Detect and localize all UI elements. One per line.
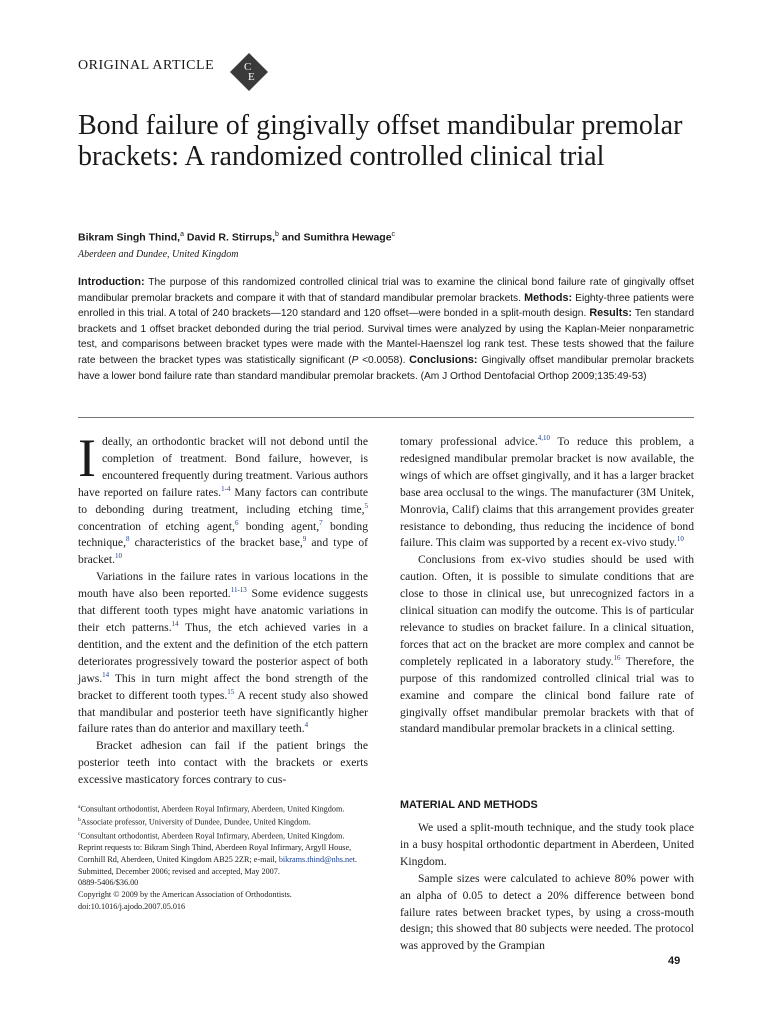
text-run: Some evidence suggests that different tooth types might have anatomic variations in their etch patterns.	[78, 587, 368, 634]
p-value: <0.0058).	[358, 354, 410, 366]
reference-link[interactable]: 9	[302, 535, 307, 544]
doi: doi:10.1016/j.ajodo.2007.05.016	[78, 901, 186, 911]
footnote-text: Consultant orthodontist, Aberdeen Royal Infirmary, Aberdeen, United Kingdom.	[80, 804, 345, 814]
paragraph: We used a split-mouth technique, and the study took place in a busy hospital orthodontic department in Aberdeen, United Kingdom.	[400, 821, 694, 868]
paragraph	[78, 569, 368, 738]
drop-cap: I	[78, 428, 96, 488]
reference-link[interactable]: 1-4	[221, 484, 231, 493]
abstract-divider	[78, 417, 694, 418]
ce-diamond-badge	[229, 52, 269, 92]
submission-dates: Submitted, December 2006; revised and accepted, May 2007.	[78, 866, 280, 876]
footnote-text: Consultant orthodontist, Aberdeen Royal Infirmary, Aberdeen, United Kingdom.	[80, 831, 345, 841]
text-run: characteristics of the bracket base,	[129, 536, 303, 550]
reprint-end: .	[355, 855, 358, 865]
reference-link[interactable]: 10	[676, 535, 684, 544]
text-run: A recent study also showed that mandibular and posterior teeth have significantly higher failure rates than do anterior and maxillary teeth.	[78, 688, 368, 736]
affiliation-line: Aberdeen and Dundee, United Kingdom	[78, 249, 239, 260]
author-name: and Sumithra Hewage	[278, 231, 392, 244]
text-run: Therefore, the purpose of this randomized controlled clinical trial was to examine and compare the clinical bond failure rate of gingivally offset mandibular premolar brackets with that of standard mandibular premolar brackets in a clinical setting.	[400, 654, 694, 736]
abstract-methods-text: Eighty-three patients were enrolled in this trial. A total of 240 brackets—120 standard and 120 offset—were bonded in a split-mouth design.	[78, 292, 694, 320]
article-type-label: ORIGINAL ARTICLE	[78, 58, 215, 73]
ce-letter-e: E	[248, 71, 255, 83]
reprint-text: Reprint requests to: Bikram Singh Thind, Aberdeen Royal Infirmary, Argyll House, Cornhill Rd, Aberdeen, United Kingdom AB25 2ZR; e-mail,	[78, 843, 352, 865]
footnote-text: Associate professor, University of Dundee, Dundee, United Kingdom.	[80, 818, 311, 828]
paragraph	[400, 552, 694, 738]
abstract-results-text: Ten standard brackets and 1 offset bracket debonded during the trial period. Survival times were analyzed by using the Kaplan-Meier nonparametric test, and comparisons between bracket types were made with the Mantel-Haenszel log rank test. These tests showed that the failure rate between the bracket types was statistically significant (	[78, 308, 694, 366]
text-run: This in turn might affect the bond strength of the bracket to different tooth types.	[78, 671, 368, 702]
footnote	[78, 815, 368, 828]
affiliation-mark: b	[275, 231, 279, 238]
footnote-mark: c	[78, 830, 81, 837]
reference-link[interactable]: 14	[102, 670, 110, 679]
ce-letter-c: C	[244, 61, 252, 73]
affiliation-mark: c	[391, 231, 396, 238]
reference-link[interactable]: 8	[125, 535, 130, 544]
footnote-mark: a	[78, 804, 81, 810]
reference-link[interactable]: 4	[304, 721, 309, 730]
reprint-request	[78, 842, 368, 865]
footnotes	[78, 802, 368, 913]
text-run: Conclusions from ex-vivo studies should be used with caution. Often, it is possible to simulate conditions that are close to those in clinical use, but unrecognized factors in a clinical situation can modify the outcome. This is of particular relevance to studies on bracket failure. In a clinical situation, forces that act on the bracket are more complex and cannot be completely replicated in a laboratory study.	[400, 553, 694, 668]
text-run: Thus, the etch achieved varies in a dentition, and the extent and the definition of the etch pattern deteriorates progressively toward the posterior aspect of both jaws.	[78, 620, 368, 685]
reference-link[interactable]: 7	[319, 518, 323, 527]
copyright: Copyright © 2009 by the American Association of Orthodontists.	[78, 890, 292, 900]
paragraph: Sample sizes were calculated to achieve 80% power with an alpha of 0.05 to detect a 20% difference between bond failure rates between bracket types, by using a cross-mouth design; this showed that 80 subjects were needed. The protocol was approved by the Grampian	[400, 871, 694, 953]
issn: 0889-5406/$36.00	[78, 878, 139, 888]
reference-link[interactable]: 11-13	[230, 586, 247, 595]
author-name: David R. Stirrups,	[184, 231, 276, 244]
reference-link[interactable]: 6	[234, 518, 239, 527]
text-run: Many factors can contribute to debonding during treatment, including etching time,	[78, 485, 368, 516]
footnote	[78, 829, 368, 842]
affiliation-mark: a	[180, 231, 184, 238]
abstract-intro-heading: Introduction:	[78, 276, 145, 288]
abstract-intro-text: The purpose of this randomized controlled clinical trial was to examine the clinical bond failure rate of gingivally offset mandibular premolar brackets and compare it with that of standard mandibular premolar brackets.	[78, 277, 694, 304]
reference-link[interactable]: 16	[613, 653, 621, 662]
p-symbol: P	[351, 354, 359, 366]
right-column	[400, 434, 694, 738]
section-heading-methods: MATERIAL AND METHODS	[400, 799, 538, 811]
abstract-conclusions-text: Gingivally offset mandibular premolar brackets have a lower bond failure rate than standard mandibular premolar brackets. (Am J Orthod Dentofacial Orthop 2009;135:49-53)	[78, 354, 694, 382]
reference-link[interactable]: 14	[171, 620, 179, 629]
text-run: and type of bracket.	[78, 536, 368, 567]
text-run: concentration of etching agent,	[78, 519, 235, 533]
text-run: Variations in the failure rates in various locations in the mouth have also been reported.	[78, 570, 368, 601]
abstract-conclusions-heading: Conclusions:	[409, 353, 478, 366]
left-column	[78, 428, 369, 789]
footnote	[78, 802, 368, 815]
abstract-results-heading: Results:	[589, 307, 632, 320]
reference-link[interactable]: 4,10	[537, 434, 551, 443]
text-run: To reduce this problem, a redesigned mandibular premolar bracket is now available, the wings of which are offset gingivally, and it has a larger bracket base area occlusal to the wings. The manufacturer (3M Unitek, Monrovia, Calif) claims that this arrangement provides greater resistance to debonding, thus reducing the incidence of bond failure. This claim was supported by a recent ex-vivo study.	[400, 435, 694, 550]
text-run: tomary professional advice.	[400, 435, 538, 448]
text-run: bonding agent,	[238, 519, 320, 533]
paragraph: Bracket adhesion can fail if the patient brings the posterior teeth into contact with the brackets or exerts excessive masticatory forces contrary to cus-	[78, 739, 368, 787]
paragraph	[400, 434, 694, 552]
email-link[interactable]: bikrams.thind@nhs.net	[278, 855, 356, 865]
abstract	[78, 275, 694, 384]
page-number: 49	[668, 955, 681, 967]
reference-link[interactable]: 5	[364, 501, 368, 510]
right-column-methods	[400, 820, 694, 955]
abstract-methods-heading: Methods:	[524, 291, 573, 304]
text-run: bonding technique,	[78, 519, 369, 550]
text-run: deally, an orthodontic bracket will not debond until the completion of treatment. Bond failure, however, is encountered frequently during treatment. Various authors have reported on failure rates.	[78, 435, 368, 499]
author-list	[78, 231, 395, 244]
reference-link[interactable]: 15	[227, 687, 235, 696]
footnote-mark: b	[78, 817, 81, 824]
author-name: Bikram Singh Thind,	[78, 231, 181, 244]
reference-link[interactable]: 10	[115, 552, 123, 561]
article-title: Bond failure of gingivally offset mandibular premolar brackets: A randomized controlled clinical trial	[78, 110, 683, 172]
paragraph	[78, 428, 369, 569]
